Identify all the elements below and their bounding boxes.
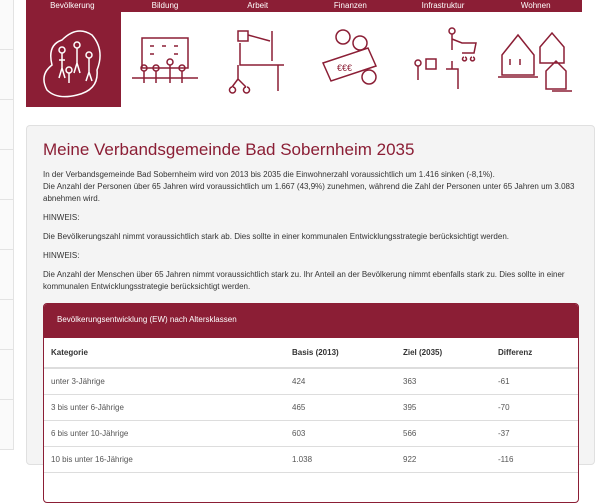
finance-icon[interactable]	[304, 12, 397, 107]
table-header-row	[44, 338, 578, 369]
cell-differenz: -37	[498, 429, 510, 438]
cell-ziel: 922	[403, 455, 417, 464]
cell-ziel: 566	[403, 429, 417, 438]
cell-ziel: 395	[403, 403, 417, 412]
hint-text-2: Die Anzahl der Menschen über 65 Jahren nimmt voraussichtlich stark zu. Ihr Anteil an der Bevölkerung nimmt ebenfalls stark zu. Dies sollte in einer kommunalen Entwicklungsstrategie berücksichtigt werden.	[43, 270, 565, 291]
cell-kategorie: 10 bis unter 16-Jährige	[51, 455, 133, 464]
content-panel	[26, 125, 595, 465]
col-differenz: Differenz	[498, 348, 533, 357]
svg-text:€€€: €€€	[337, 62, 353, 73]
cell-basis: 424	[292, 377, 306, 386]
cell-basis: 1.038	[292, 455, 313, 464]
cell-differenz: -61	[498, 377, 510, 386]
cell-kategorie: 3 bis unter 6-Jährige	[51, 403, 124, 412]
cell-differenz: -116	[498, 455, 514, 464]
table-row	[44, 369, 578, 395]
table-row	[44, 447, 578, 473]
education-icon[interactable]	[119, 12, 212, 107]
topic-nav	[26, 0, 582, 12]
hint-label-1: HINWEIS:	[43, 213, 80, 222]
hint-text-1: Die Bevölkerungszahl nimmt voraussichtlich stark ab. Dies sollte in einer kommunalen Entwicklungsstrategie berücksichtigt werden.	[43, 232, 509, 241]
page-title: Meine Verbandsgemeinde Bad Sobernheim 2035	[43, 140, 415, 159]
tab-finanzen[interactable]: Finanzen	[333, 1, 367, 10]
work-icon[interactable]	[211, 12, 304, 107]
table-row	[44, 421, 578, 447]
col-kategorie: Kategorie	[51, 348, 88, 357]
cell-differenz: -70	[498, 403, 510, 412]
cell-kategorie: 6 bis unter 10-Jährige	[51, 429, 129, 438]
cell-kategorie: unter 3-Jährige	[51, 377, 105, 386]
col-basis: Basis (2013)	[292, 348, 339, 357]
tab-bevoelkerung[interactable]: Bevölkerung	[50, 1, 95, 10]
tab-arbeit[interactable]: Arbeit	[247, 1, 269, 10]
left-sidebar	[0, 0, 14, 450]
population-table	[43, 303, 579, 503]
hint-label-2: HINWEIS:	[43, 251, 80, 260]
summary-line-2: Die Anzahl der Personen über 65 Jahren wird voraussichtlich um 1.667 (43,9%) zunehmen, während die Zahl der Personen unter 65 Jahren um 3.083 abnehmen wird.	[43, 182, 575, 203]
table-title: Bevölkerungsentwicklung (EW) nach Altersklassen	[44, 304, 578, 338]
infrastructure-icon[interactable]	[397, 12, 490, 107]
housing-icon[interactable]	[489, 12, 582, 107]
table-row	[44, 395, 578, 421]
summary-line-1: In der Verbandsgemeinde Bad Sobernheim wird von 2013 bis 2035 die Einwohnerzahl voraussichtlich um 1.416 sinken (-8,1%).	[43, 170, 495, 179]
cell-basis: 465	[292, 403, 306, 412]
cell-basis: 603	[292, 429, 306, 438]
col-ziel: Ziel (2035)	[403, 348, 443, 357]
tab-wohnen[interactable]: Wohnen	[520, 1, 551, 10]
cell-ziel: 363	[403, 377, 417, 386]
tab-infrastruktur[interactable]: Infrastruktur	[421, 1, 465, 10]
people-icon[interactable]	[26, 12, 119, 107]
tab-bildung[interactable]: Bildung	[151, 1, 179, 10]
